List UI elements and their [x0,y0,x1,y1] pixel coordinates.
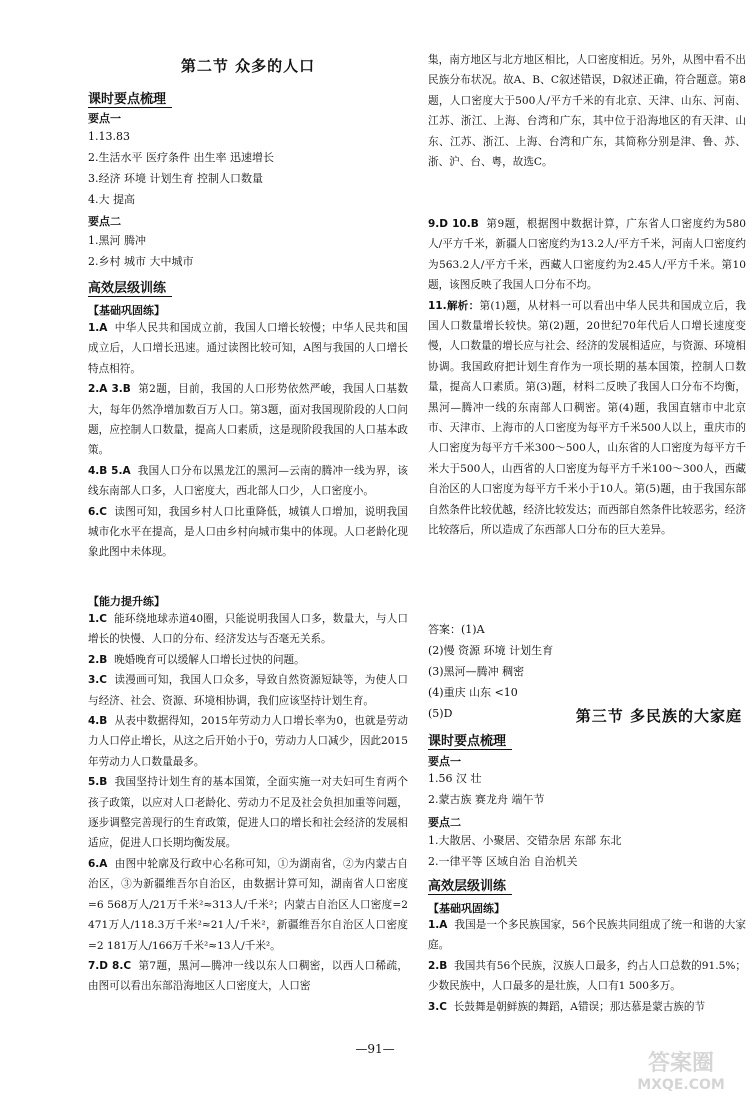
answer-item: 2.A 3.B 第2题，目前，我国的人口形势依然严峻，我国人口基数大，每年仍然净增加数百万人口。第3题，面对我国现阶段的人口问题，应控制人口数量，提高人口素质，这是现阶段我国的人口基本政策。 [88,383,408,457]
answer-item: 3.C 读漫画可知，我国人口众多，导致自然资源短缺等，为使人口与经济、社会、资源、环境相协调，我们应该坚持计划生育。 [88,674,408,707]
section-title-2: 第二节 众多的人口 [180,57,316,75]
answer-item: 4.B 从表中数据得知，2015年劳动力人口增长率为0，也就是劳动力人口停止增长，从这之后开始小于0，劳动力人口减少，因此2015年劳动力人口数量最多。 [88,715,408,768]
key-point-1-label: 要点一 [88,112,121,125]
list-item: 2.乡村 城市 大中城市 [88,255,194,268]
key-points-heading: 课时要点梳理 [428,730,512,750]
answer-item: 4.B 5.A 我国人口分布以黑龙江的黑河—云南的腾冲一线为界，该线东南部人口多，人口密度大，西北部人口少，人口密度小。 [88,464,408,498]
basic-practice-label: 【基础巩固练】 [428,902,505,915]
answer-line: (4)重庆 山东 <10 [428,686,518,699]
watermark-line1: 答案圈 [647,1051,714,1076]
answer-item: 11.解析：第(1)题，从材料一可以看出中华人民共和国成立后，我国人口数量增长较快。第(2)题，20世纪70年代后人口增长速度变慢，人口数量的增长应与社会、经济的发展相适应，与资源、环境相协调。我国政府把计划生育作为一项长期的基本国策，控制人口数量，提高人口素质。第(3)题，材料二反映了我国人口分布不均衡，黑河—腾冲一线的东南部人口稠密。第(4)题，我国直辖市中北京市、天津市、上海市的人口密度为每平方千米500人以上，重庆市的人口密度为每平方千米300～500人，山东省的人口密度为每平方千米大于500人，山西省的人口密度为每平方千米100～300人，西藏自治区的人口密度为每平方千米小于10人。第(5)题，由于我国东部自然条件比较优越，经济比较发达；而西部自然条件比较恶劣，经济比较落后，所以造成了东西部人口分布的巨大差异。 [428,299,746,537]
key-point-1-list [88,126,408,210]
answer-item: 1.A 我国是一个多民族国家，56个民族共同组成了统一和谐的大家庭。 [428,919,746,952]
page-number: —91— [355,1042,395,1056]
list-item: 1.13.83 [88,130,130,143]
answer-item: 1.C 能环绕地球赤道40圈，只能说明我国人口多，数量大，与人口增长的快慢、人口的分布、经济发达与否毫无关系。 [88,613,408,646]
watermark-line2: MXQE.COM [637,1077,725,1093]
list-item: 1.大散居、小聚居、交错杂居 东部 东北 [428,834,622,847]
answer-line: 答案：(1)A [428,623,485,636]
key-point-1-list [428,768,746,810]
answer-item: 3.C 长鼓舞是朝鲜族的舞蹈，A错误；那达慕是蒙古族的节 [428,1000,706,1013]
answer-item: 2.B 晚婚晚育可以缓解人口增长过快的问题。 [88,653,305,666]
list-item: 2.一律平等 区域自治 自治机关 [428,855,578,868]
list-item: 3.经济 环境 计划生育 控制人口数量 [88,172,263,185]
key-point-2-label: 要点二 [88,215,121,228]
watermark-logo [616,1046,746,1093]
basic-practice-label: 【基础巩固练】 [88,304,165,317]
answer-item: 9.D 10.B 第9题，根据图中数据计算，广东省人口密度约为580人/平方千米，新疆人口密度约为13.2人/平方千米，河南人口密度约为563.2人/平方千米，西藏人口密度约为2.45人/平方千米。第10题，该图反映了我国人口分布不均。 [428,218,746,292]
answer-item: 1.A 中华人民共和国成立前，我国人口增长较慢；中华人民共和国成立后，人口增长迅速。通过读图比较可知，A图与我国的人口增长特点相符。 [88,322,408,375]
key-point-2-list [428,830,746,872]
basic-items [88,318,408,563]
answer-line: (3)黑河—腾冲 稠密 [428,665,525,678]
training-heading: 高效层级训练 [428,875,512,895]
answer-item: 7.D 8.C 第7题，黑河—腾冲一线以东人口稠密，以西人口稀疏，由图可以看出东部沿海地区人口密度大，人口密 [88,959,408,993]
answer-item: 2.B 我国共有56个民族，汉族人口最多，约占人口总数的91.5%；少数民族中，人口最多的是壮族，人口有1 500多万。 [428,959,746,993]
answer-item: 5.B 我国坚持计划生育的基本国策，全面实施一对夫妇可生育两个孩子政策，以应对人口老龄化、劳动力不足及社会负担加重等问题，逐步调整完善现行的生育政策，促进人口的增长和社会经济的发展相适应，促进人口长期均衡发展。 [88,776,408,850]
key-point-2-list [88,230,408,272]
continued-text: 集，南方地区与北方地区相比，人口密度相近。另外，从图中看不出民族分布状况。故A、B、C叙述错误，D叙述正确，符合题意。第8题，人口密度大于500人/平方千米的有北京、天津、山东、河南、江苏、浙江、上海、台湾和广东，其中位于沿海地区的有天津、山东、江苏、浙江、上海、台湾和广东，其简称分别是津、鲁、苏、浙、沪、台、粤，故选C。 [428,54,746,169]
ability-practice-label: 【能力提升练】 [88,595,165,608]
training-heading: 高效层级训练 [88,277,172,297]
answer-line: (2)慢 资源 环境 计划生育 [428,644,554,657]
answer-item: 6.C 读图可知，我国乡村人口比重降低，城镇人口增加，说明我国城市化水平在提高，是人口由乡村向城市集中的体现。人口老龄化现象此图中未体现。 [88,505,408,559]
key-point-1-label: 要点一 [428,755,461,768]
answer-items-9-11 [428,214,746,541]
list-item: 1.黑河 腾冲 [88,234,146,247]
key-points-heading: 课时要点梳理 [88,88,172,108]
ability-items [88,609,408,997]
list-item: 2.蒙古族 赛龙舟 端午节 [428,793,545,806]
key-point-2-label: 要点二 [428,816,461,829]
list-item: 2.生活水平 医疗条件 出生率 迅速增长 [88,151,274,164]
list-item: 4.大 提高 [88,193,135,206]
answer-line: (5)D [428,707,453,720]
answer-item: 6.A 由图中轮廓及行政中心名称可知，①为湖南省，②为内蒙古自治区，③为新疆维吾尔自治区，由数据计算可知，湖南省人口密度=6 568万人/21万千米²≈313人/千米²；内蒙古自治区人口密度=2 471万人/118.3万千米²≈21人/千米²，新疆维吾尔自治区人口密度=2 181万人/166万千米²≈13人/千米²。 [88,857,408,952]
list-item: 1.56 汉 壮 [428,772,482,785]
section-title-3: 第三节 多民族的大家庭 [575,707,742,725]
basic-items [428,915,746,1017]
